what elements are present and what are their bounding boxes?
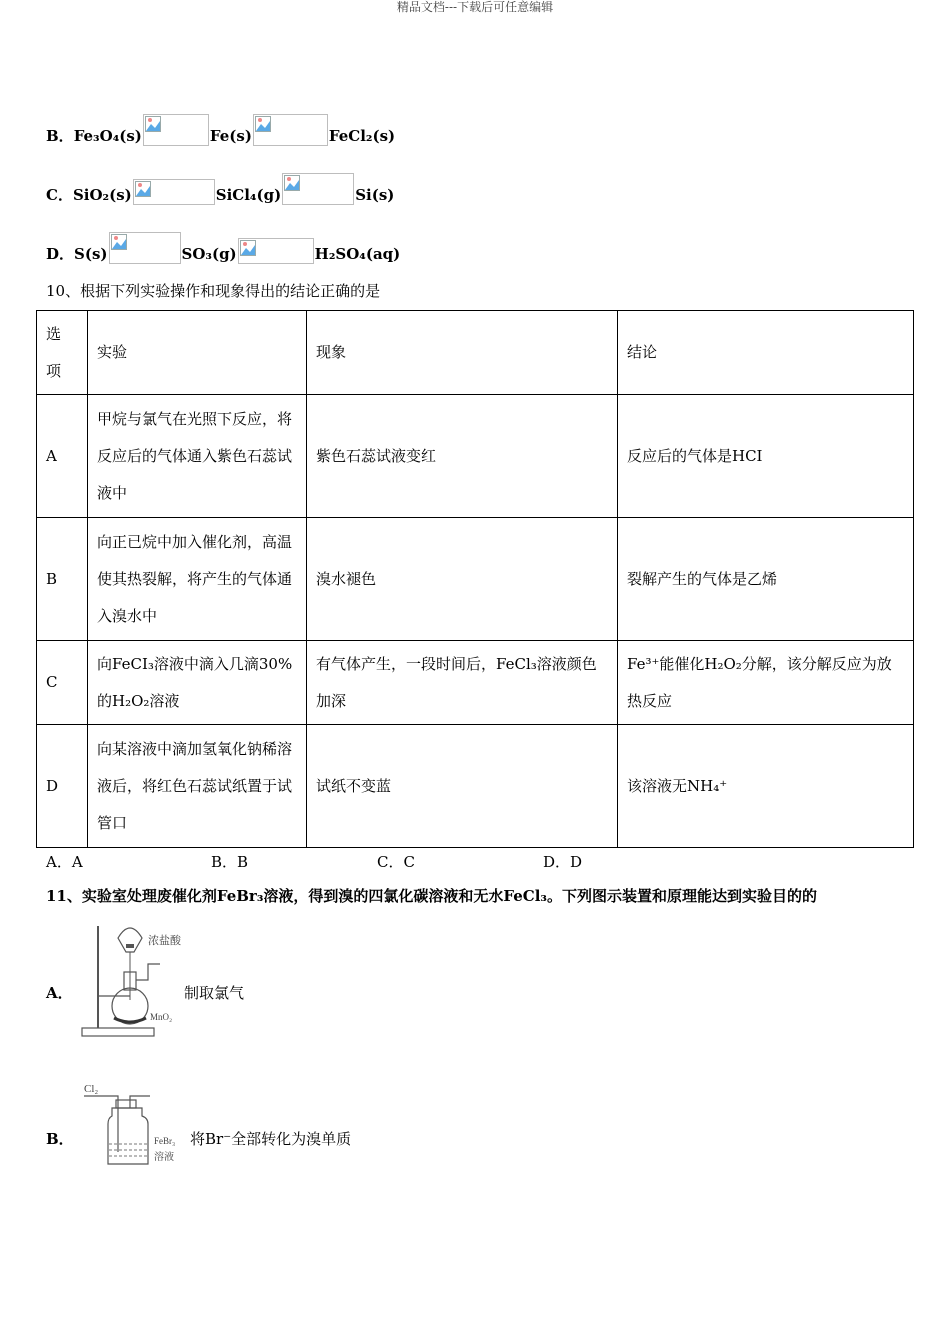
fig-label-acid: 浓盐酸 [148, 935, 181, 947]
option-label: C． [46, 186, 73, 204]
option-c-row [46, 173, 394, 205]
broken-image-icon [238, 238, 314, 264]
row-conclusion: Fe³⁺能催化H₂O₂分解，该分解反应为放热反应 [618, 641, 914, 725]
table-row [37, 518, 914, 641]
page-header: 精品文档---下载后可任意编辑 [396, 0, 554, 14]
row-phenomenon: 溴水褪色 [307, 518, 618, 641]
row-option: D [37, 725, 88, 848]
row-conclusion: 反应后的气体是HCI [618, 395, 914, 518]
fig-label-solution: 溶液 [154, 1152, 174, 1163]
table-header-row [37, 311, 914, 395]
fig-label-febr3: FeBr₃ [154, 1136, 176, 1146]
row-experiment: 向正已烷中加入催化剂，高温使其热裂解，将产生的气体通入溴水中 [88, 518, 307, 641]
gas-washing-bottle-figure [80, 1078, 190, 1172]
header-phenomenon: 现象 [307, 311, 618, 395]
row-phenomenon: 有气体产生，一段时间后，FeCl₃溶液颜色加深 [307, 641, 618, 725]
q11-option-a-label: A． [46, 984, 73, 1002]
formula: Fe₃O₄(s) [73, 127, 142, 145]
formula: SO₃(g) [181, 245, 237, 263]
option-label: D． [46, 245, 75, 263]
row-experiment: 向FeCI₃溶液中滴入几滴30%的H₂O₂溶液 [88, 641, 307, 725]
broken-image-icon [253, 114, 328, 146]
question-11-title: 11、实验室处理废催化剂FeBr₃溶液，得到溴的四氯化碳溶液和无水FeCl₃。下列图示装置和原理能达到实验目的的 [46, 887, 817, 905]
answer-option-b: B．B [211, 853, 249, 871]
fig-label-mno2: MnO₂ [150, 1012, 173, 1022]
table-row [37, 725, 914, 848]
row-option: B [37, 518, 88, 641]
table-row [37, 641, 914, 725]
option-d-row [46, 232, 400, 264]
formula: SiCl₄(g) [215, 186, 282, 204]
q11-option-b-text: 将Br⁻全部转化为溴单质 [190, 1130, 352, 1148]
formula: Si(s) [355, 186, 395, 204]
formula: FeCl₂(s) [328, 127, 396, 145]
formula: Fe(s) [209, 127, 252, 145]
row-conclusion: 裂解产生的气体是乙烯 [618, 518, 914, 641]
formula: SiO₂(s) [72, 186, 132, 204]
row-option: A [37, 395, 88, 518]
row-conclusion: 该溶液无NH₄⁺ [618, 725, 914, 848]
row-option: C [37, 641, 88, 725]
broken-image-icon [282, 173, 354, 205]
table-row [37, 395, 914, 518]
row-experiment: 甲烷与氯气在光照下反应，将反应后的气体通入紫色石蕊试液中 [88, 395, 307, 518]
q11-option-a-text: 制取氯气 [184, 984, 245, 1002]
answer-option-a: A．A [46, 853, 83, 871]
broken-image-icon [109, 232, 181, 264]
answer-option-d: D．D [543, 853, 583, 871]
formula: H₂SO₄(aq) [314, 245, 401, 263]
fig-label-cl2: Cl₂ [84, 1083, 99, 1095]
option-b-row [46, 114, 395, 146]
header-option: 选 项 [37, 311, 88, 395]
header-conclusion: 结论 [618, 311, 914, 395]
row-phenomenon: 试纸不变蓝 [307, 725, 618, 848]
answer-option-c: C．C [377, 853, 415, 871]
chlorine-generator-figure [78, 922, 188, 1044]
row-experiment: 向某溶液中滴加氢氧化钠稀溶液后，将红色石蕊试纸置于试管口 [88, 725, 307, 848]
broken-image-icon [133, 179, 215, 205]
experiment-table [36, 310, 914, 848]
q11-option-b-label: B． [46, 1130, 74, 1148]
formula: S(s) [74, 245, 108, 263]
header-experiment: 实验 [88, 311, 307, 395]
option-label: B． [46, 127, 74, 145]
question-10-title: 10、根据下列实验操作和现象得出的结论正确的是 [46, 282, 381, 300]
row-phenomenon: 紫色石蕊试液变红 [307, 395, 618, 518]
broken-image-icon [143, 114, 209, 146]
